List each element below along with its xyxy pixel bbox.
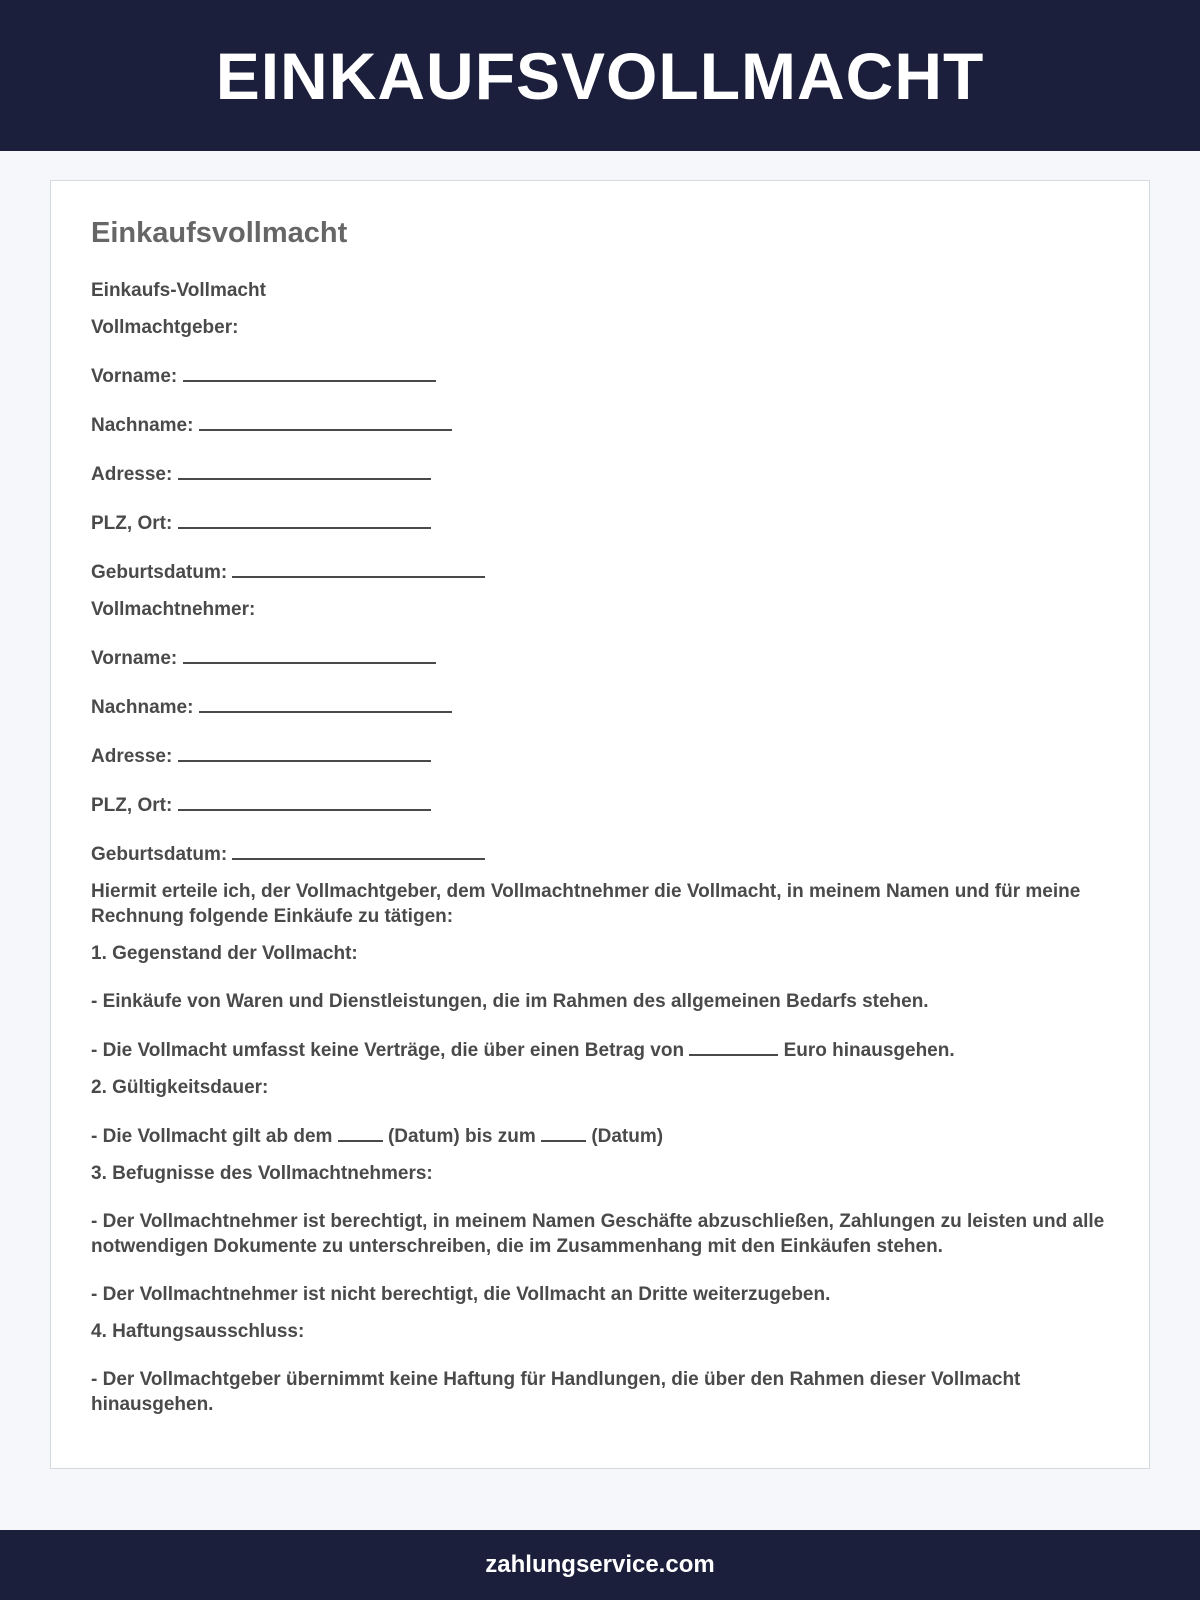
document-title: Einkaufsvollmacht bbox=[91, 217, 348, 249]
amount-blank bbox=[689, 1037, 778, 1056]
grantor-heading: Vollmachtgeber: bbox=[91, 317, 239, 339]
section-3-heading: 3. Befugnisse des Vollmachtnehmers: bbox=[91, 1163, 433, 1185]
grantor-first-name-line bbox=[91, 363, 1141, 389]
item-text: Euro hinausgehen. bbox=[783, 1040, 955, 1062]
item-text: (Datum) bis zum bbox=[387, 1126, 536, 1148]
footer-bar bbox=[0, 1530, 1200, 1600]
fill-in-line bbox=[232, 841, 485, 860]
field-label: Nachname: bbox=[91, 415, 194, 437]
grantor-last-name-line bbox=[91, 412, 1141, 438]
section-2-item-1 bbox=[91, 1123, 1141, 1149]
fill-in-line bbox=[178, 510, 431, 529]
section-4-heading: 4. Haftungsausschluss: bbox=[91, 1321, 305, 1343]
document-subtitle: Einkaufs-Vollmacht bbox=[91, 280, 266, 302]
fill-in-line bbox=[183, 645, 436, 664]
document-content bbox=[91, 217, 1141, 1417]
document-card bbox=[50, 180, 1150, 1469]
field-label: Geburtsdatum: bbox=[91, 562, 228, 584]
banner-title: EINKAUFSVOLLMACHT bbox=[215, 38, 985, 113]
field-label: Geburtsdatum: bbox=[91, 844, 228, 866]
field-label: PLZ, Ort: bbox=[91, 513, 173, 535]
grantee-zip-city-line bbox=[91, 792, 1141, 818]
fill-in-line bbox=[199, 412, 452, 431]
fill-in-line bbox=[232, 559, 485, 578]
fill-in-line bbox=[199, 694, 452, 713]
fill-in-line bbox=[178, 792, 431, 811]
footer-site-name: zahlungservice.com bbox=[485, 1551, 715, 1578]
section-2-heading: 2. Gültigkeitsdauer: bbox=[91, 1077, 269, 1099]
item-text: (Datum) bbox=[591, 1126, 664, 1148]
field-label: Vorname: bbox=[91, 366, 178, 388]
field-label: Adresse: bbox=[91, 746, 173, 768]
field-label: PLZ, Ort: bbox=[91, 795, 173, 817]
grantor-zip-city-line bbox=[91, 510, 1141, 536]
item-text: - Die Vollmacht gilt ab dem bbox=[91, 1126, 333, 1148]
section-1-heading: 1. Gegenstand der Vollmacht: bbox=[91, 943, 358, 965]
start-date-blank bbox=[338, 1123, 383, 1142]
grantor-birth-date-line bbox=[91, 559, 1141, 585]
field-label: Vorname: bbox=[91, 648, 178, 670]
grantee-birth-date-line bbox=[91, 841, 1141, 867]
intro-paragraph: Hiermit erteile ich, der Vollmachtgeber, dem Vollmachtnehmer die Vollmacht, in meinem Namen und für meine Rechnung folgende Einkäufe zu tätigen: bbox=[91, 881, 1081, 928]
fill-in-line bbox=[178, 743, 431, 762]
section-3-item-1: - Der Vollmachtnehmer ist berechtigt, in meinem Namen Geschäfte abzuschließen, Zahlungen zu leisten und alle notwendigen Dokumente zu unterschreiben, die im Zusammenhang mit den Einkäufen stehen. bbox=[91, 1211, 1105, 1258]
section-1-item-1: - Einkäufe von Waren und Dienstleistungen, die im Rahmen des allgemeinen Bedarfs stehen. bbox=[91, 991, 929, 1013]
section-1-item-2 bbox=[91, 1037, 1141, 1063]
end-date-blank bbox=[541, 1123, 586, 1142]
grantee-address-line bbox=[91, 743, 1141, 769]
header-banner bbox=[0, 0, 1200, 151]
grantor-address-line bbox=[91, 461, 1141, 487]
field-label: Nachname: bbox=[91, 697, 194, 719]
section-4-item-1: - Der Vollmachtgeber übernimmt keine Haftung für Handlungen, die über den Rahmen dieser Vollmacht hinausgehen. bbox=[91, 1369, 1021, 1416]
grantee-last-name-line bbox=[91, 694, 1141, 720]
fill-in-line bbox=[183, 363, 436, 382]
field-label: Adresse: bbox=[91, 464, 173, 486]
grantee-first-name-line bbox=[91, 645, 1141, 671]
grantee-heading: Vollmachtnehmer: bbox=[91, 599, 256, 621]
fill-in-line bbox=[178, 461, 431, 480]
item-text: - Die Vollmacht umfasst keine Verträge, die über einen Betrag von bbox=[91, 1040, 685, 1062]
section-3-item-2: - Der Vollmachtnehmer ist nicht berechtigt, die Vollmacht an Dritte weiterzugeben. bbox=[91, 1284, 831, 1306]
